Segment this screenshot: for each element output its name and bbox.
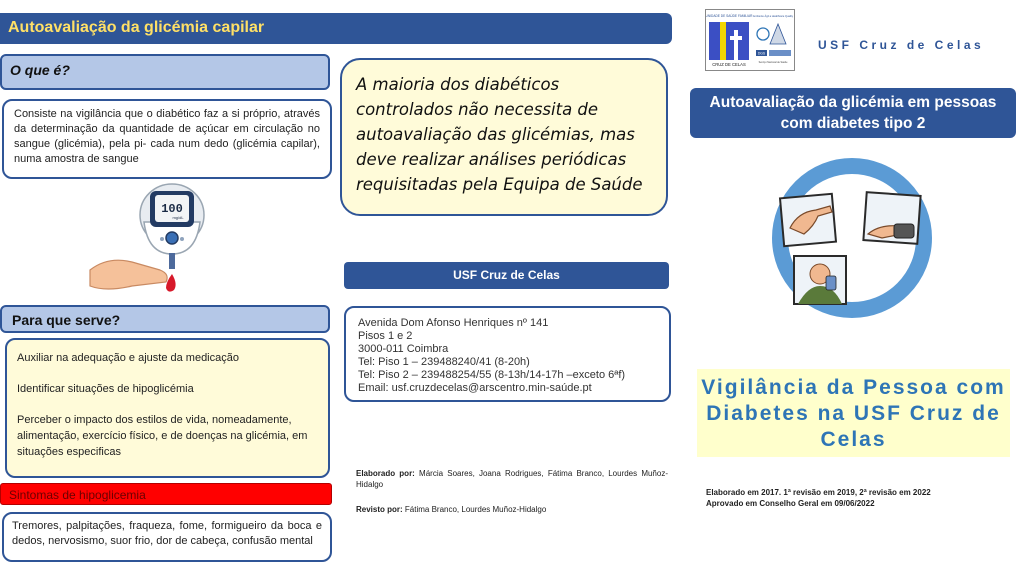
- what-is-box: [2, 99, 332, 179]
- finger-prick-icon: [780, 194, 836, 246]
- finger-hand-icon: [90, 260, 167, 289]
- reviewed-names: Fátima Branco, Lourdes Muñoz-Hidalgo: [404, 505, 547, 514]
- phone-line: Tel: Piso 1 – 239488240/41 (8-20h): [358, 356, 530, 368]
- purpose-box: [5, 338, 330, 478]
- purpose-item: Auxiliar na adequação e ajuste da medicação: [17, 352, 239, 364]
- elaborated-label: Elaborado por:: [356, 469, 415, 478]
- what-is-text: Consiste na vigilância que o diabético faz a si próprio, através da determinação da quantidade de açúcar em circulação no sangue (glicémia), pela pi- cada num dedo (glicémia capilar), numa amostra de sangue: [14, 108, 320, 165]
- purpose-heading: Para que serve?: [0, 305, 330, 333]
- what-is-heading: O que é?: [0, 54, 330, 90]
- self-testing-illustration-icon: [768, 154, 936, 322]
- approval-line: Aprovado em Conselho Geral em 09/06/2022: [706, 499, 875, 508]
- glucometer-reading: 100: [161, 202, 183, 216]
- glucometer-icon: [88, 182, 238, 300]
- logo-left-bottom: CRUZ DE CELAS: [712, 62, 746, 67]
- page-title: Autoavaliação da glicémia capilar: [0, 13, 672, 44]
- main-title: Autoavaliação da glicémia em pessoas com diabetes tipo 2: [690, 88, 1016, 138]
- elaborated-names: Márcia Soares, Joana Rodrigues, Fátima Branco, Lourdes Muñoz-Hidalgo: [356, 469, 668, 489]
- purpose-item: Identificar situações de hipoglicémia: [17, 383, 194, 395]
- reviewed-by: [356, 504, 668, 515]
- key-message: A maioria dos diabéticos controlados não necessita de autoavaliação das glicémias, mas deve realizar análises periódicas requisitadas pela Equipa de Saúde: [340, 58, 668, 216]
- hypo-text: Tremores, palpitações, fraqueza, fome, formigueiro da boca e dedos, nervosismo, suor frio, dor de cabeça, confusão mental: [12, 520, 322, 547]
- logo-right-small: Serviço Nacional de Saúde: [758, 61, 788, 64]
- usf-logo: [705, 9, 795, 71]
- revision-line: Elaborado em 2017. 1ª revisão em 2019, 2ª revisão em 2022: [706, 488, 931, 497]
- phone-line: Tel: Piso 2 – 239488254/55 (8-13h/14-17h –exceto 6ªf): [358, 369, 626, 381]
- brand-name: USF Cruz de Celas: [818, 38, 985, 52]
- meter-hand-icon: [863, 192, 920, 244]
- revision-note: [706, 487, 931, 509]
- glucometer-unit: mg/dL: [172, 215, 184, 220]
- logo-right-text: Ambiente Ágil a Healthcare Quality: [752, 15, 794, 18]
- vigilance-title: Vigilância da Pessoa com Diabetes na USF Cruz de Celas: [697, 369, 1010, 457]
- hypo-heading: Sintomas de hipoglicemia: [0, 483, 332, 505]
- testing-person-icon: [794, 256, 846, 304]
- purpose-item: Perceber o impacto dos estilos de vida, nomeadamente, alimentação, exercício físico, e de doenças na glicémia, em situações especificas: [17, 414, 308, 458]
- elaborated-by: [356, 468, 668, 490]
- address-line: Pisos 1 e 2: [358, 330, 413, 342]
- contact-box: [344, 306, 671, 402]
- logo-badge: DGS: [757, 51, 766, 56]
- email-line: Email: usf.cruzdecelas@arscentro.min-saúde.pt: [358, 382, 592, 394]
- contact-title: USF Cruz de Celas: [344, 262, 669, 289]
- address-line: Avenida Dom Afonso Henriques nº 141: [358, 317, 549, 329]
- logo-graphic-icon: [706, 10, 794, 70]
- address-line: 3000-011 Coimbra: [358, 343, 449, 355]
- reviewed-label: Revisto por:: [356, 505, 403, 514]
- hypo-box: [2, 512, 332, 562]
- logo-left-text: UNIDADE DE SAÚDE FAMILIAR: [706, 14, 753, 18]
